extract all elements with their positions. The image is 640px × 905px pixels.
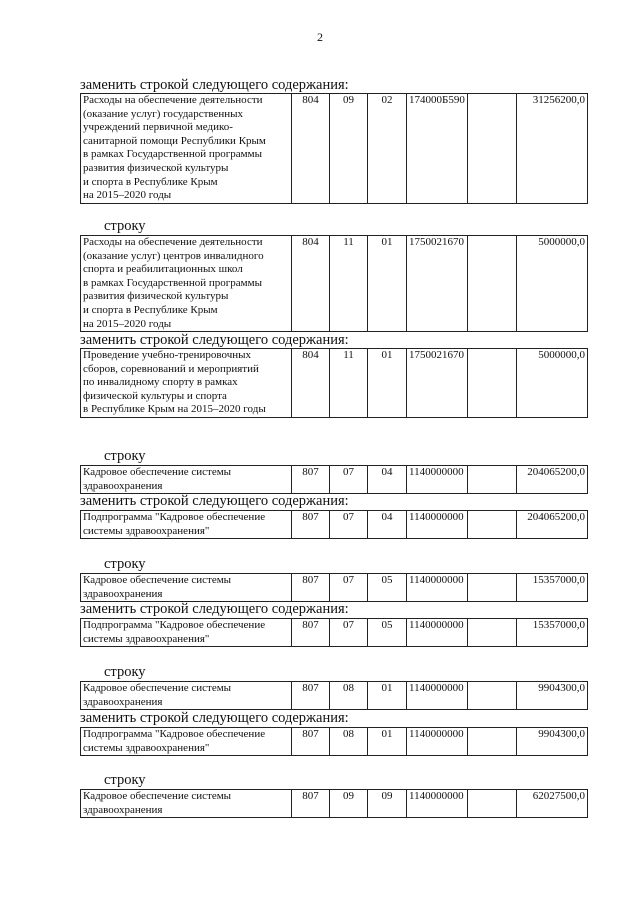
budget-row bbox=[80, 618, 588, 647]
row-code-section: 07 bbox=[330, 511, 368, 539]
row-code-subsection: 05 bbox=[368, 619, 407, 647]
row-amount: 204065200,0 bbox=[517, 466, 588, 494]
row-code-expense-type bbox=[468, 236, 517, 332]
row-description: Подпрограмма "Кадровое обеспечение системы здравоохранения" bbox=[81, 511, 292, 539]
block-heading: строку bbox=[104, 556, 146, 572]
row-code-section: 08 bbox=[330, 728, 368, 756]
row-description: Кадровое обеспечение системы здравоохранения bbox=[81, 466, 292, 494]
row-code-target: 1140000000 bbox=[407, 619, 468, 647]
row-description: Кадровое обеспечение системы здравоохранения bbox=[81, 682, 292, 710]
row-description: Кадровое обеспечение системы здравоохранения bbox=[81, 790, 292, 818]
block-heading: строку bbox=[104, 218, 146, 234]
budget-row bbox=[80, 510, 588, 539]
row-code-ministry: 804 bbox=[292, 236, 330, 332]
row-amount: 15357000,0 bbox=[517, 619, 588, 647]
row-amount: 5000000,0 bbox=[517, 349, 588, 418]
budget-row bbox=[80, 789, 588, 818]
row-code-target: 1140000000 bbox=[407, 682, 468, 710]
row-code-subsection: 04 bbox=[368, 466, 407, 494]
row-code-ministry: 804 bbox=[292, 94, 330, 204]
row-code-section: 09 bbox=[330, 94, 368, 204]
row-code-expense-type bbox=[468, 511, 517, 539]
row-code-ministry: 807 bbox=[292, 728, 330, 756]
row-code-subsection: 02 bbox=[368, 94, 407, 204]
row-code-ministry: 807 bbox=[292, 511, 330, 539]
budget-row bbox=[80, 235, 588, 332]
row-code-ministry: 807 bbox=[292, 619, 330, 647]
budget-row bbox=[80, 727, 588, 756]
block-heading: заменить строкой следующего содержания: bbox=[80, 332, 349, 348]
row-code-expense-type bbox=[468, 728, 517, 756]
row-description: Проведение учебно-тренировочных сборов, соревнований и мероприятий по инвалидному спорту в рамках физической культуры и спорта в Республике Крым на 2015–2020 годы bbox=[81, 349, 292, 418]
block-heading: заменить строкой следующего содержания: bbox=[80, 710, 349, 726]
row-code-target: 174000Б590 bbox=[407, 94, 468, 204]
row-code-ministry: 807 bbox=[292, 682, 330, 710]
row-amount: 9904300,0 bbox=[517, 728, 588, 756]
block-heading: заменить строкой следующего содержания: bbox=[80, 601, 349, 617]
block-heading: заменить строкой следующего содержания: bbox=[80, 493, 349, 509]
row-code-section: 08 bbox=[330, 682, 368, 710]
block-heading: заменить строкой следующего содержания: bbox=[80, 77, 349, 93]
row-code-target: 1140000000 bbox=[407, 728, 468, 756]
block-heading: строку bbox=[104, 664, 146, 680]
row-code-target: 1140000000 bbox=[407, 466, 468, 494]
row-code-target: 1140000000 bbox=[407, 511, 468, 539]
row-code-subsection: 01 bbox=[368, 236, 407, 332]
page-number: 2 bbox=[317, 30, 323, 44]
row-code-subsection: 01 bbox=[368, 349, 407, 418]
row-code-subsection: 09 bbox=[368, 790, 407, 818]
row-code-expense-type bbox=[468, 574, 517, 602]
row-amount: 62027500,0 bbox=[517, 790, 588, 818]
row-code-section: 09 bbox=[330, 790, 368, 818]
row-code-expense-type bbox=[468, 349, 517, 418]
row-description: Подпрограмма "Кадровое обеспечение системы здравоохранения" bbox=[81, 619, 292, 647]
row-code-expense-type bbox=[468, 682, 517, 710]
row-code-section: 11 bbox=[330, 236, 368, 332]
block-heading: строку bbox=[104, 772, 146, 788]
row-amount: 15357000,0 bbox=[517, 574, 588, 602]
row-code-expense-type bbox=[468, 619, 517, 647]
budget-row bbox=[80, 348, 588, 418]
row-code-ministry: 807 bbox=[292, 790, 330, 818]
row-code-target: 1750021670 bbox=[407, 236, 468, 332]
row-code-section: 07 bbox=[330, 466, 368, 494]
budget-row bbox=[80, 573, 588, 602]
row-amount: 31256200,0 bbox=[517, 94, 588, 204]
row-code-subsection: 01 bbox=[368, 682, 407, 710]
budget-row bbox=[80, 681, 588, 710]
row-code-expense-type bbox=[468, 790, 517, 818]
row-code-target: 1750021670 bbox=[407, 349, 468, 418]
row-code-subsection: 05 bbox=[368, 574, 407, 602]
budget-row bbox=[80, 465, 588, 494]
row-code-subsection: 04 bbox=[368, 511, 407, 539]
row-description: Кадровое обеспечение системы здравоохранения bbox=[81, 574, 292, 602]
row-amount: 5000000,0 bbox=[517, 236, 588, 332]
row-description: Расходы на обеспечение деятельности (оказание услуг) центров инвалидного спорта и реабилитационных школ в рамках Государственной программы развития физической культуры и спорта в Республике Крым на 2015–2020 годы bbox=[81, 236, 292, 332]
row-description: Подпрограмма "Кадровое обеспечение системы здравоохранения" bbox=[81, 728, 292, 756]
row-code-subsection: 01 bbox=[368, 728, 407, 756]
row-amount: 204065200,0 bbox=[517, 511, 588, 539]
budget-row bbox=[80, 93, 588, 204]
row-amount: 9904300,0 bbox=[517, 682, 588, 710]
row-code-ministry: 807 bbox=[292, 466, 330, 494]
row-code-expense-type bbox=[468, 466, 517, 494]
row-code-section: 11 bbox=[330, 349, 368, 418]
row-code-section: 07 bbox=[330, 574, 368, 602]
block-heading: строку bbox=[104, 448, 146, 464]
row-code-section: 07 bbox=[330, 619, 368, 647]
row-code-expense-type bbox=[468, 94, 517, 204]
row-description: Расходы на обеспечение деятельности (оказание услуг) государственных учреждений первичной медико- санитарной помощи Республики Крым в рамках Государственной программы развития физической культуры и спорта в Республике Крым на 2015–2020 годы bbox=[81, 94, 292, 204]
row-code-target: 1140000000 bbox=[407, 574, 468, 602]
row-code-ministry: 804 bbox=[292, 349, 330, 418]
row-code-ministry: 807 bbox=[292, 574, 330, 602]
row-code-target: 1140000000 bbox=[407, 790, 468, 818]
